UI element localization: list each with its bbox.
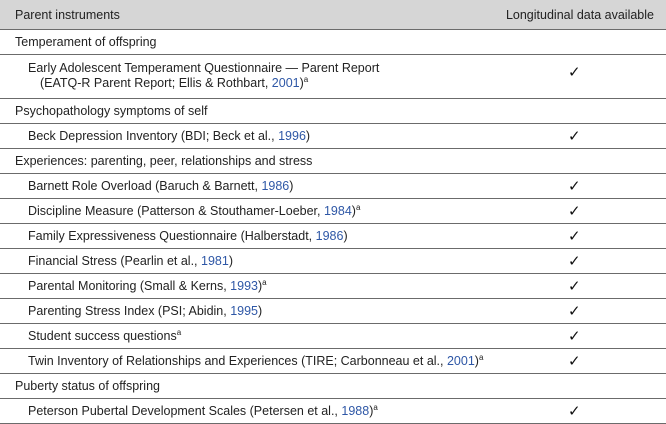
instrument-row: [0, 224, 666, 249]
category-row: [0, 374, 666, 399]
instrument-name-line2: (EATQ-R Parent Report; Ellis & Rothbart, 2001)$^a$: [40, 75, 309, 90]
instrument-name: Early Adolescent Temperament Questionnaire — Parent Report: [28, 61, 380, 75]
instrument-label: [0, 129, 310, 143]
check-icon: ✓: [568, 277, 581, 295]
instrument-row: [0, 349, 666, 374]
instrument-name: Discipline Measure (Patterson & Stouthamer-Loeber,: [28, 204, 324, 218]
instrument-row: [0, 199, 666, 224]
instrument-row: [0, 174, 666, 199]
instrument-label: [0, 279, 267, 293]
category-row: [0, 149, 666, 174]
instrument-row: [0, 274, 666, 299]
citation-close: ): [257, 279, 263, 293]
instrument-name: Beck Depression Inventory (BDI; Beck et al.,: [28, 129, 279, 143]
check-icon: ✓: [568, 252, 581, 270]
instrument-label: [0, 404, 378, 418]
citation-close: ): [305, 129, 311, 143]
footnote-marker: a: [176, 328, 182, 337]
category-row: [0, 99, 666, 124]
instrument-name: Family Expressiveness Questionnaire (Halberstadt,: [28, 229, 316, 243]
check-icon: ✓: [568, 402, 581, 420]
table-body: [0, 30, 666, 424]
citation-year-link[interactable]: 1996: [278, 129, 306, 143]
citation-close: ): [474, 354, 479, 368]
citation-year-link[interactable]: 1981: [201, 254, 229, 268]
instrument-name: Twin Inventory of Relationships and Experiences (TIRE; Carbonneau et al.,: [28, 354, 447, 368]
instrument-label: [0, 354, 483, 368]
check-icon: ✓: [568, 177, 581, 195]
citation-year-link[interactable]: 1988: [341, 404, 370, 418]
header-longitudinal-data: Longitudinal data available: [505, 8, 654, 22]
instrument-label: [0, 254, 233, 268]
check-icon: ✓: [568, 352, 581, 370]
citation-close: ): [289, 179, 294, 193]
footnote-marker: a: [262, 278, 267, 287]
citation-close: ): [351, 204, 356, 218]
citation-year-link[interactable]: 2001: [271, 76, 300, 90]
instrument-row: [0, 399, 666, 424]
instrument-row: [0, 299, 666, 324]
instrument-row: [0, 249, 666, 274]
citation-year-link[interactable]: 1995: [230, 304, 259, 318]
citation-year-link[interactable]: 1984: [323, 204, 352, 218]
category-label: Puberty status of offspring: [15, 379, 160, 393]
footnote-marker: a: [355, 203, 361, 212]
category-label: Psychopathology symptoms of self: [15, 104, 208, 118]
footnote-marker: a: [303, 75, 309, 84]
citation-year-link[interactable]: 2001: [446, 354, 475, 368]
instrument-row: [0, 124, 666, 149]
category-label: Experiences: parenting, peer, relationships and stress: [15, 154, 313, 168]
citation-year-link[interactable]: 1986: [315, 229, 344, 243]
instrument-label: [0, 304, 262, 318]
citation-year-link[interactable]: 1993: [230, 279, 258, 293]
instrument-label: [0, 229, 348, 243]
citation-year-link[interactable]: 1986: [261, 179, 290, 193]
instrument-name: Parenting Stress Index (PSI; Abidin,: [28, 304, 231, 318]
category-label: Temperament of offspring: [15, 35, 157, 49]
check-icon: ✓: [568, 227, 581, 245]
instrument-name: Student success questions: [28, 329, 177, 343]
instrument-label: [0, 204, 360, 218]
check-icon: ✓: [568, 127, 581, 145]
check-icon: ✓: [568, 302, 581, 320]
check-icon: ✓: [568, 63, 581, 81]
table-header: [0, 0, 666, 30]
header-parent-instruments: Parent instruments: [15, 7, 120, 22]
footnote-marker: a: [478, 353, 484, 362]
instrument-row: [0, 324, 666, 349]
instrument-name: Peterson Pubertal Development Scales (Petersen et al.,: [28, 404, 342, 418]
citation-close: ): [258, 304, 263, 318]
citation-close: ): [369, 404, 374, 418]
citation-close: ): [343, 229, 348, 243]
instrument-row: [0, 55, 666, 99]
footnote-marker: a: [373, 403, 378, 412]
instrument-name: Parental Monitoring (Small & Kerns,: [28, 279, 231, 293]
check-icon: ✓: [568, 202, 581, 220]
citation-close: ): [299, 76, 304, 90]
instrument-label: [0, 55, 379, 91]
instrument-name: Financial Stress (Pearlin et al.,: [28, 254, 201, 268]
instrument-label: [0, 329, 181, 343]
check-icon: ✓: [568, 327, 581, 345]
instrument-label: [0, 179, 293, 193]
instrument-name: Barnett Role Overload (Baruch & Barnett,: [28, 179, 262, 193]
category-row: [0, 30, 666, 55]
citation-close: ): [228, 254, 233, 268]
